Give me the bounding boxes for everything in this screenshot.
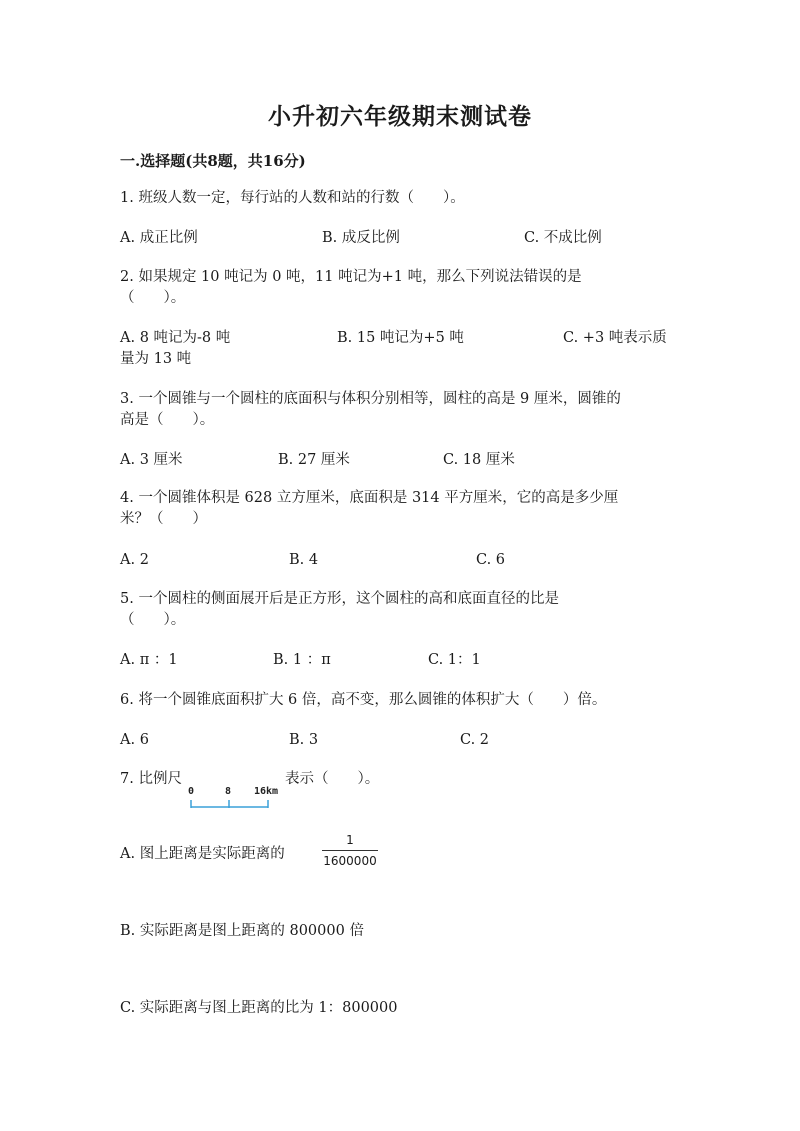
section-heading: 一.选择题(共8题，共16分) <box>120 152 306 170</box>
q3-option-c[interactable]: C. 18 厘米 <box>443 452 515 468</box>
scale-label-8: 8 <box>225 786 232 797</box>
q5-option-a[interactable]: A. π ：1 <box>120 652 178 668</box>
q7-option-c[interactable]: C. 实际距离与图上距离的比为 1：800000 <box>120 1000 398 1016</box>
q5-option-b[interactable]: B. 1 ：π <box>273 652 331 668</box>
fraction <box>322 832 378 869</box>
scale-ruler-graphic <box>188 796 288 810</box>
question-5-line-1: 5. 一个圆柱的侧面展开后是正方形，这个圆柱的高和底面直径的比是 <box>120 591 559 607</box>
q2-option-c[interactable]: C. +3 吨表示质 <box>563 330 667 346</box>
q3-option-a[interactable]: A. 3 厘米 <box>120 452 183 468</box>
q2-option-b[interactable]: B. 15 吨记为+5 吨 <box>337 330 464 346</box>
fraction-bar <box>322 850 378 851</box>
q4-option-c[interactable]: C. 6 <box>476 552 506 568</box>
page-title: 小升初六年级期末测试卷 <box>268 103 532 130</box>
question-3-line-1: 3. 一个圆锥与一个圆柱的底面积与体积分别相等，圆柱的高是 9 厘米，圆锥的 <box>120 391 621 407</box>
q2-option-c-wrap: 量为 13 吨 <box>120 351 192 367</box>
q7-option-b[interactable]: B. 实际距离是图上距离的 800000 倍 <box>120 923 364 939</box>
question-1: 1. 班级人数一定，每行站的人数和站的行数（ ）。 <box>120 190 465 206</box>
q1-option-b[interactable]: B. 成反比例 <box>322 230 400 246</box>
q5-option-c[interactable]: C. 1：1 <box>428 652 481 668</box>
q3-option-b[interactable]: B. 27 厘米 <box>278 452 350 468</box>
question-2-line-1: 2. 如果规定 10 吨记为 0 吨，11 吨记为+1 吨，那么下列说法错误的是 <box>120 269 582 285</box>
fraction-denominator: 1600000 <box>323 854 377 868</box>
q6-option-a[interactable]: A. 6 <box>120 732 149 748</box>
q4-option-a[interactable]: A. 2 <box>120 552 149 568</box>
q4-option-b[interactable]: B. 4 <box>289 552 319 568</box>
question-7-suffix: 表示（ ）。 <box>285 771 380 787</box>
scale-label-16km: 16km <box>254 786 279 797</box>
question-6: 6. 将一个圆锥底面积扩大 6 倍，高不变，那么圆锥的体积扩大（ ）倍。 <box>120 692 607 708</box>
question-7-prefix: 7. 比例尺 <box>120 771 182 787</box>
question-4-line-2: 米？（ ） <box>120 511 207 527</box>
q6-option-b[interactable]: B. 3 <box>289 732 319 748</box>
question-3-line-2: 高是（ ）。 <box>120 412 215 428</box>
q6-option-c[interactable]: C. 2 <box>460 732 490 748</box>
question-2-line-2: （ ）。 <box>120 290 186 306</box>
scale-bar <box>188 786 288 810</box>
question-5-line-2: （ ）。 <box>120 612 186 628</box>
q1-option-c[interactable]: C. 不成比例 <box>524 230 602 246</box>
q2-option-a[interactable]: A. 8 吨记为-8 吨 <box>120 330 231 346</box>
q7-option-a[interactable]: A. 图上距离是实际距离的 <box>120 846 285 862</box>
question-4-line-1: 4. 一个圆锥体积是 628 立方厘米，底面积是 314 平方厘米，它的高是多少厘 <box>120 490 619 506</box>
q1-option-a[interactable]: A. 成正比例 <box>120 230 198 246</box>
fraction-numerator: 1 <box>346 833 354 847</box>
scale-label-0: 0 <box>188 786 195 797</box>
